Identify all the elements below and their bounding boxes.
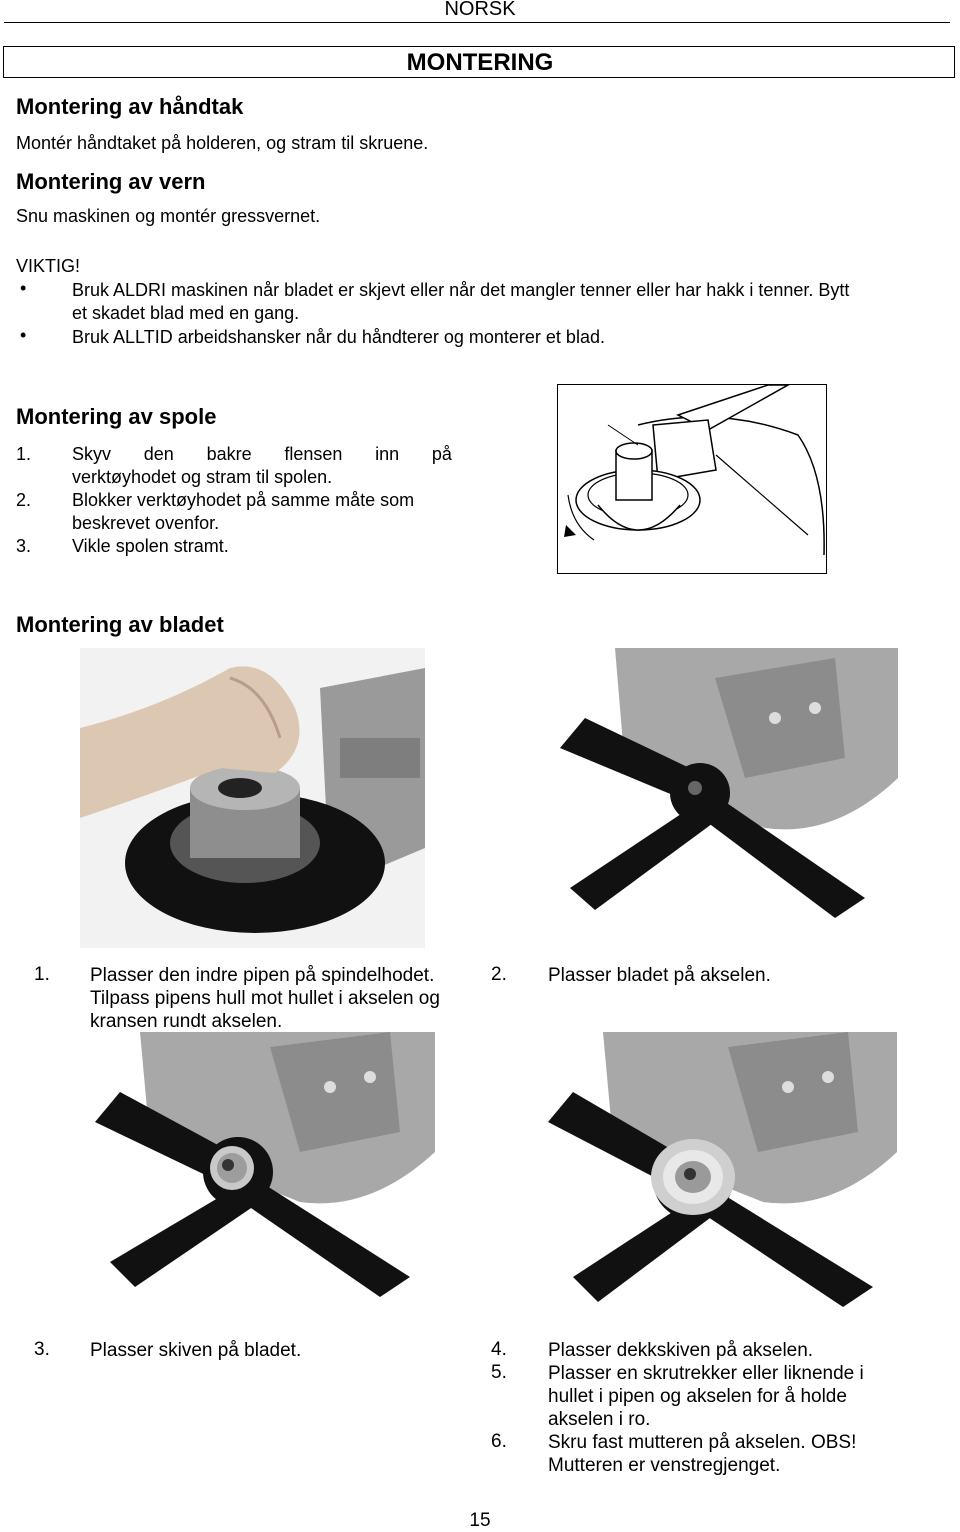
word: på	[431, 444, 452, 464]
spool-step-1-line-1	[72, 443, 452, 466]
section-title: MONTERING	[406, 49, 554, 76]
word: Skyv	[72, 444, 112, 464]
page-number: 15	[469, 1510, 491, 1531]
spool-step-2	[72, 489, 414, 535]
bullet-2-line-1: Bruk ALLTID arbeidshansker når du håndterer og monterer et blad.	[72, 327, 605, 347]
spool-drawing	[558, 385, 826, 573]
spool-step-2-line-2: beskrevet ovenfor.	[72, 513, 220, 533]
guard-heading: Montering av vern	[16, 169, 206, 194]
word: inn	[375, 444, 400, 464]
photo-washer	[80, 1032, 435, 1322]
caption-1	[90, 964, 440, 1033]
bullet-icon: •	[20, 278, 27, 298]
caption-6-num: 6.	[491, 1431, 507, 1452]
caption-2-num: 2.	[491, 964, 507, 985]
photo-cover-washer-drawing	[543, 1032, 897, 1322]
spool-step-2-line-1: Blokker verktøyhodet på samme måte som	[72, 490, 415, 510]
spool-heading: Montering av spole	[16, 404, 217, 429]
word: flensen	[284, 444, 343, 464]
spool-step-3-num: 3.	[16, 536, 32, 556]
caption-6	[548, 1431, 856, 1477]
spool-step-2-num: 2.	[16, 490, 32, 510]
caption-5-num: 5.	[491, 1362, 507, 1383]
header-rule	[4, 22, 950, 23]
caption-6-line-2: Mutteren er venstregjenget.	[548, 1455, 781, 1476]
caption-3-line-1: Plasser skiven på bladet.	[90, 1340, 302, 1361]
photo-cover-washer	[543, 1032, 897, 1322]
spool-step-3-line-1: Vikle spolen stramt.	[72, 536, 229, 556]
caption-4-line-1: Plasser dekkskiven på akselen.	[548, 1340, 814, 1361]
bullet-2	[72, 326, 605, 349]
word: den	[143, 444, 174, 464]
photo-blade-on-shaft	[535, 648, 898, 946]
bullet-1-line-2: et skadet blad med en gang.	[72, 303, 300, 323]
caption-3-num: 3.	[34, 1339, 50, 1360]
spool-step-1	[72, 443, 452, 489]
caption-6-line-1: Skru fast mutteren på akselen. OBS!	[548, 1432, 857, 1453]
caption-1-num: 1.	[34, 964, 50, 985]
photo-inner-pipe	[80, 648, 425, 948]
caption-4	[548, 1339, 813, 1362]
photo-inner-pipe-drawing	[80, 648, 425, 948]
caption-2	[548, 964, 771, 987]
photo-washer-drawing	[80, 1032, 435, 1322]
caption-4-num: 4.	[491, 1339, 507, 1360]
caption-5-line-1: Plasser en skrutrekker eller liknende i	[548, 1363, 864, 1384]
caption-5-line-3: akselen i ro.	[548, 1409, 651, 1430]
word: bakre	[206, 444, 252, 464]
photo-blade-drawing	[535, 648, 898, 946]
blade-heading: Montering av bladet	[16, 612, 224, 637]
language-label: NORSK	[444, 0, 516, 20]
spool-illustration	[557, 384, 827, 574]
caption-1-line-3: kransen rundt akselen.	[90, 1011, 283, 1032]
caption-1-line-2: Tilpass pipens hull mot hullet i akselen og	[90, 988, 440, 1009]
caption-5	[548, 1362, 864, 1431]
spool-step-3	[72, 535, 229, 558]
handle-heading: Montering av håndtak	[16, 94, 244, 119]
bullet-1-line-1: Bruk ALDRI maskinen når bladet er skjevt eller når det mangler tenner eller har hakk i tenner. Bytt	[72, 280, 850, 300]
caption-3	[90, 1339, 301, 1362]
bullet-1	[72, 279, 849, 325]
spool-step-1-num: 1.	[16, 444, 32, 464]
bullet-icon: •	[20, 325, 27, 345]
caption-2-line-1: Plasser bladet på akselen.	[548, 965, 771, 986]
handle-text: Montér håndtaket på holderen, og stram til skruene.	[16, 133, 429, 153]
caption-1-line-1: Plasser den indre pipen på spindelhodet.	[90, 965, 435, 986]
spool-step-1-line-2: verktøyhodet og stram til spolen.	[72, 467, 333, 487]
caption-5-line-2: hullet i pipen og akselen for å holde	[548, 1386, 847, 1407]
guard-text: Snu maskinen og montér gressvernet.	[16, 206, 321, 226]
important-label: VIKTIG!	[16, 256, 81, 276]
